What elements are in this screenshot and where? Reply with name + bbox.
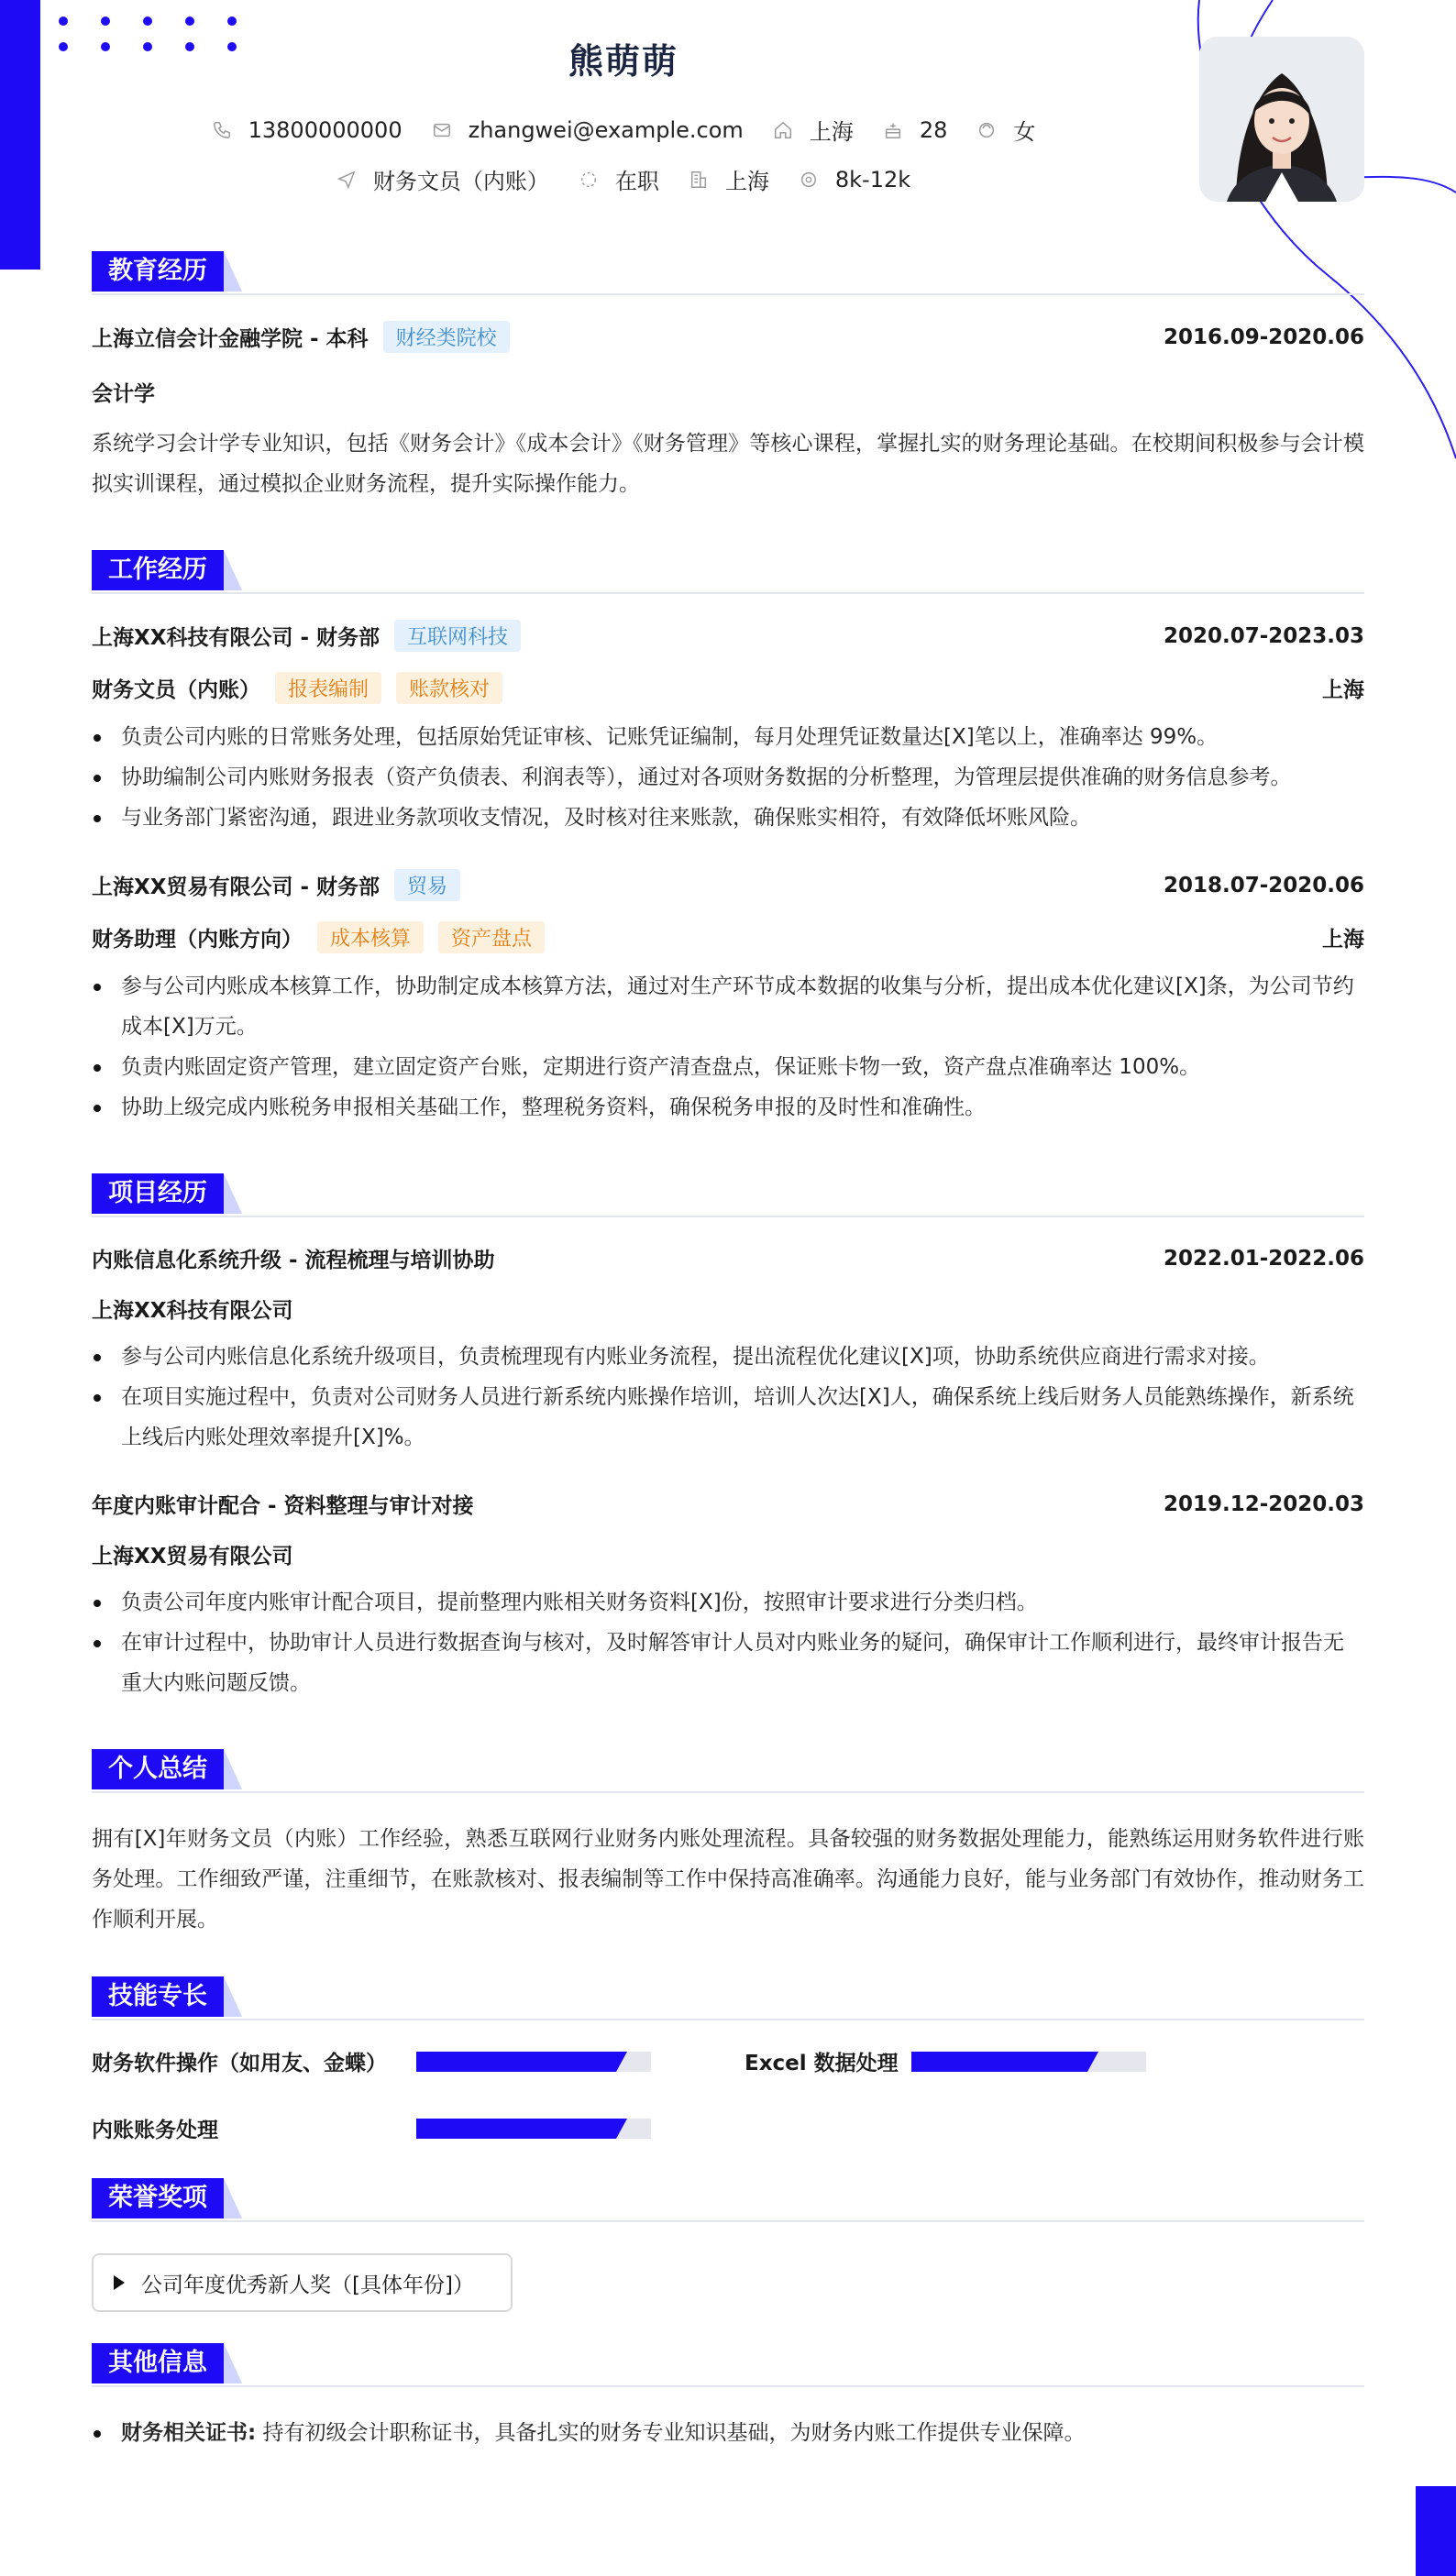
work-entry: [92, 620, 1364, 838]
award-text: 公司年度优秀新人奖（[具体年份]）: [141, 2273, 474, 2297]
work-bullets: [92, 717, 1364, 838]
section-title: 荣誉奖项: [92, 2178, 224, 2218]
section-header: [92, 550, 1364, 594]
section-title: 工作经历: [92, 550, 224, 590]
phone-text: 13800000000: [248, 116, 403, 143]
school-name: 上海立信会计金融学院 - 本科: [92, 327, 369, 351]
projects-section: [92, 1173, 1364, 1703]
education-description: 系统学习会计学专业知识，包括《财务会计》《成本会计》《财务管理》等核心课程，掌握扎实的财务理论基础。在校期间积极参与会计模拟实训课程，通过模拟企业财务流程，提升实际操作能力。: [92, 432, 1364, 496]
list-item: 负责公司内账的日常账务处理，包括原始凭证审核、记账凭证编制，每月处理凭证数量达[X]笔以上，准确率达 99%。: [92, 717, 1364, 757]
project-title: 内账信息化系统升级 - 流程梳理与培训协助: [92, 1249, 495, 1272]
position-info: [336, 163, 549, 195]
gender-info: [976, 114, 1035, 146]
home-icon: [773, 120, 793, 140]
section-title: 教育经历: [92, 251, 224, 292]
list-item: 与业务部门紧密沟通，跟进业务款项收支情况，及时核对往来账款，确保账实相符，有效降低坏账风险。: [92, 798, 1364, 838]
list-item: 协助编制公司内账财务报表（资产负债表、利润表等），通过对各项财务数据的分析整理，为管理层提供准确的财务信息参考。: [92, 757, 1364, 798]
send-icon: [336, 170, 357, 190]
project-company-row: [92, 1539, 1364, 1569]
work-city: 上海: [1322, 928, 1364, 952]
city-text: 上海: [724, 169, 769, 194]
project-title: 年度内账审计配合 - 资料整理与审计对接: [92, 1494, 474, 1518]
status-info: [579, 163, 659, 195]
skill-bar: [911, 2052, 1146, 2072]
skill-name: 财务软件操作（如用友、金蝶）: [92, 2052, 387, 2075]
triangle-right-icon: [114, 2275, 125, 2290]
hometown-text: 上海: [809, 119, 854, 145]
project-company-row: [92, 1294, 1364, 1324]
skill-tag: 成本核算: [317, 921, 424, 953]
skill-bar: [416, 2052, 651, 2072]
job-intent-row: [0, 163, 1247, 195]
profile-photo: [1199, 37, 1364, 202]
section-header: [92, 2343, 1364, 2387]
age-info: [883, 117, 948, 143]
list-item: 参与公司内账信息化系统升级项目，负责梳理现有内账业务流程，提出流程优化建议[X]项，协助系统供应商进行需求对接。: [92, 1337, 1364, 1377]
role-row: [92, 672, 1364, 704]
position-text: 财务文员（内账）: [372, 169, 549, 194]
salary-text: 8k-12k: [834, 166, 911, 193]
summary-text: 拥有[X]年财务文员（内账）工作经验，熟悉互联网行业财务内账处理流程。具备较强的财务数据处理能力，能熟练运用财务软件进行账务处理。工作细致严谨，注重细节，在账款核对、报表编制等工作中保持高准确率。沟通能力良好，能与业务部门有效协作，推动财务工作顺利开展。: [92, 1827, 1364, 1932]
list-item: 协助上级完成内账税务申报相关基础工作，整理税务资料，确保税务申报的及时性和准确性。: [92, 1087, 1364, 1128]
project-bullets: [92, 1337, 1364, 1458]
section-header: [92, 1749, 1364, 1793]
gender-text: 女: [1013, 119, 1036, 145]
mail-icon: [432, 120, 452, 140]
skill-tag: 资产盘点: [438, 921, 545, 953]
candidate-name: 熊萌萌: [568, 41, 678, 82]
skills-grid: [92, 2046, 1364, 2143]
company-name: 上海XX贸易有限公司 - 财务部: [92, 875, 381, 899]
section-title: 技能专长: [92, 1976, 224, 2017]
work-date: 2018.07-2020.06: [1163, 873, 1364, 897]
age-icon: [883, 120, 903, 140]
phone-icon: [212, 120, 232, 140]
skill-bar-fill: [911, 2052, 1087, 2072]
resume-header: [0, 0, 1456, 220]
gender-icon: [976, 120, 997, 140]
project-bullets: [92, 1582, 1364, 1703]
skill-name: 内账账务处理: [92, 2119, 218, 2142]
phone-info: [212, 117, 403, 143]
list-item: [92, 2413, 1364, 2453]
award-item[interactable]: [92, 2253, 513, 2312]
role-title: 财务助理（内账方向）: [92, 928, 303, 952]
portrait-image: [1199, 37, 1364, 202]
work-entry: [92, 869, 1364, 1128]
skill-item: [745, 2046, 1364, 2076]
section-header: [92, 251, 1364, 295]
list-item: 参与公司内账成本核算工作，协助制定成本核算方法，通过对生产环节成本数据的收集与分析，提出成本优化建议[X]条，为公司节约成本[X]万元。: [92, 966, 1364, 1047]
section-header: [92, 2178, 1364, 2222]
project-company: 上海XX科技有限公司: [92, 1299, 293, 1323]
work-header-row: [92, 620, 1364, 652]
role-row: [92, 921, 1364, 953]
work-city: 上海: [1322, 678, 1364, 702]
skill-bar-fill: [416, 2119, 616, 2139]
education-header-row: [92, 321, 1364, 353]
resume-content: [92, 251, 1364, 2453]
city-info: [689, 163, 769, 195]
company-name: 上海XX科技有限公司 - 财务部: [92, 626, 381, 650]
list-item: 在审计过程中，协助审计人员进行数据查询与核对，及时解答审计人员对内账业务的疑问，确保审计工作顺利进行，最终审计报告无重大内账问题反馈。: [92, 1623, 1364, 1703]
email-text: zhangwei@example.com: [468, 116, 744, 143]
project-entry: [92, 1243, 1364, 1458]
right-accent-bar: [1416, 2486, 1456, 2576]
project-header-row: [92, 1243, 1364, 1273]
status-text: 在职: [614, 169, 659, 194]
section-header: [92, 1173, 1364, 1217]
role-title: 财务文员（内账）: [92, 678, 260, 702]
project-date: 2019.12-2020.03: [1163, 1492, 1364, 1516]
section-title: 项目经历: [92, 1173, 224, 1214]
section-title: 其他信息: [92, 2343, 224, 2383]
summary-section: [92, 1749, 1364, 1940]
project-company: 上海XX贸易有限公司: [92, 1545, 293, 1569]
skill-tag: 账款核对: [396, 672, 502, 704]
other-section: [92, 2343, 1364, 2453]
salary-info: [799, 167, 910, 193]
list-item: 在项目实施过程中，负责对公司财务人员进行新系统内账操作培训，培训人次达[X]人，确保系统上线后财务人员能熟练操作，新系统上线后内账处理效率提升[X]%。: [92, 1377, 1364, 1458]
work-section: [92, 550, 1364, 1128]
project-entry: [92, 1489, 1364, 1703]
awards-section: [92, 2178, 1364, 2312]
other-label: 财务相关证书:: [121, 2421, 257, 2445]
other-text: 持有初级会计职称证书，具备扎实的财务专业知识基础，为财务内账工作提供专业保障。: [262, 2421, 1086, 2445]
skill-item: [92, 2046, 745, 2076]
skill-tag: 报表编制: [275, 672, 381, 704]
work-bullets: [92, 966, 1364, 1128]
project-header-row: [92, 1489, 1364, 1519]
work-date: 2020.07-2023.03: [1163, 623, 1364, 648]
skill-name: Excel 数据处理: [745, 2052, 899, 2075]
list-item: 负责公司年度内账审计配合项目，提前整理内账相关财务资料[X]份，按照审计要求进行分类归档。: [92, 1582, 1364, 1623]
email-info: [432, 117, 744, 143]
industry-tag: 互联网科技: [394, 620, 521, 652]
education-section: [92, 251, 1364, 504]
school-tag: 财经类院校: [383, 321, 510, 353]
major: 会计学: [92, 382, 155, 406]
status-icon: [579, 170, 599, 190]
section-header: [92, 1976, 1364, 2020]
project-date: 2022.01-2022.06: [1163, 1246, 1364, 1271]
major-row: [92, 377, 1364, 407]
list-item: 负责内账固定资产管理，建立固定资产台账，定期进行资产清查盘点，保证账卡物一致，资产盘点准确率达 100%。: [92, 1047, 1364, 1087]
work-header-row: [92, 869, 1364, 901]
skills-section: [92, 1976, 1364, 2143]
coin-icon: [799, 170, 819, 190]
age-text: 28: [919, 116, 948, 143]
hometown-info: [773, 114, 854, 146]
education-date: 2016.09-2020.06: [1163, 325, 1364, 349]
contact-row: [0, 114, 1247, 146]
building-icon: [689, 170, 709, 190]
skill-item: [92, 2113, 745, 2143]
industry-tag: 贸易: [394, 869, 460, 901]
skill-bar: [416, 2119, 651, 2139]
other-list: [92, 2413, 1364, 2453]
section-title: 个人总结: [92, 1749, 224, 1789]
skill-bar-fill: [416, 2052, 616, 2072]
